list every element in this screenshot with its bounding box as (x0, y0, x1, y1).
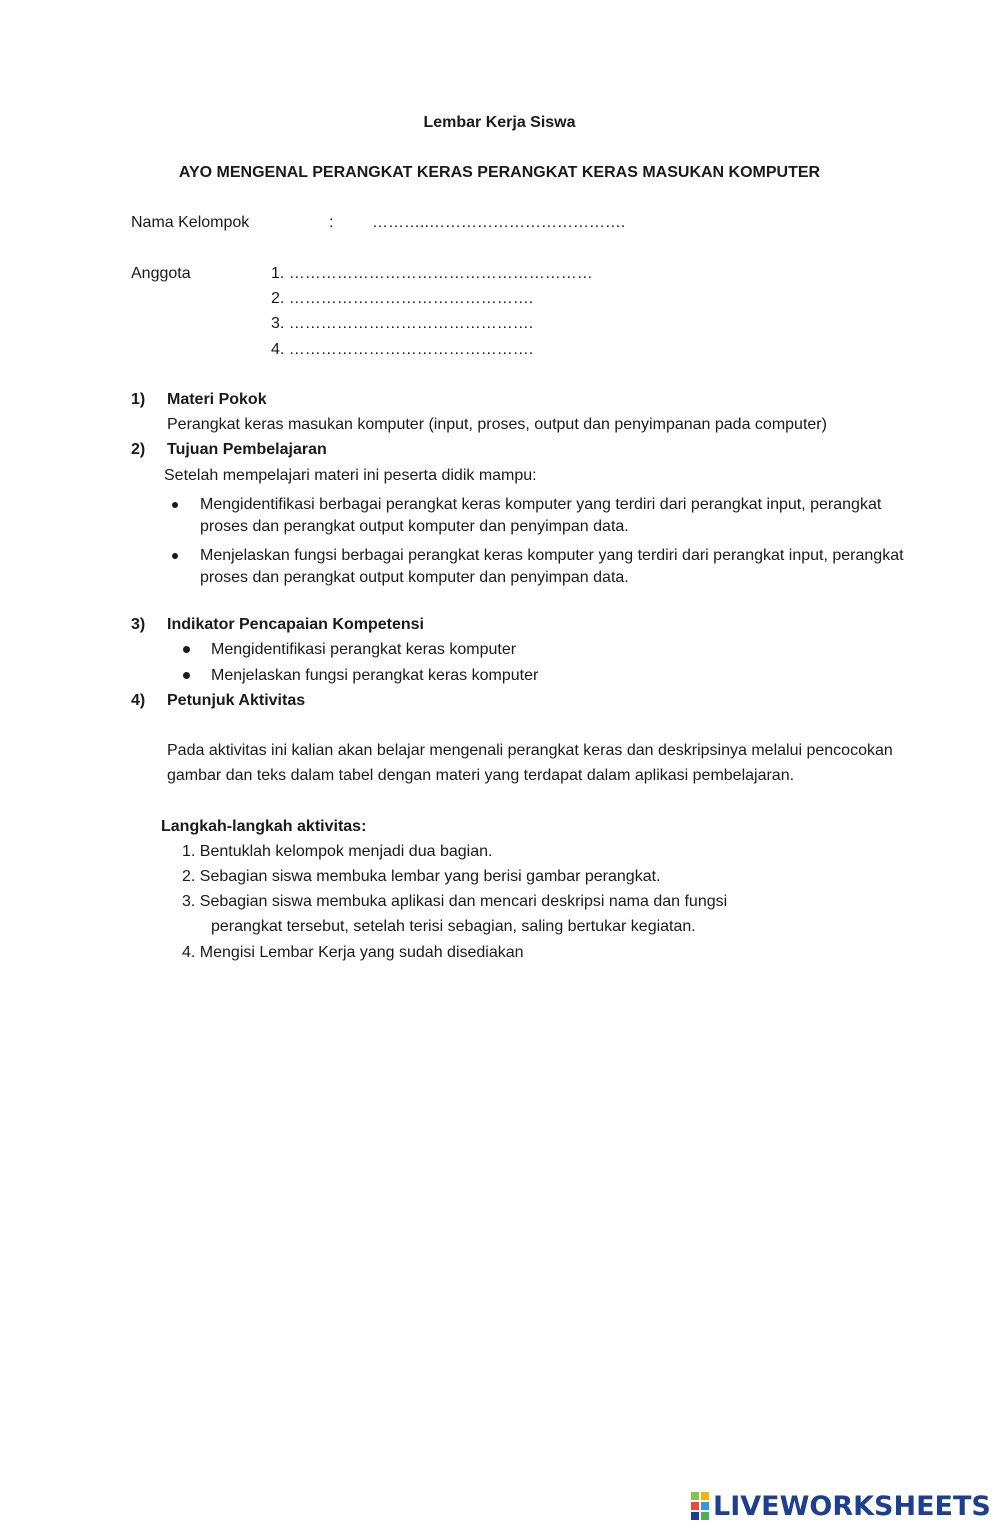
activity-paragraph-line-1: Pada aktivitas ini kalian akan belajar mengenali perangkat keras dan deskripsinya melalui pencocokan (167, 742, 893, 759)
step-4: 4. Mengisi Lembar Kerja yang sudah disediakan (182, 944, 524, 961)
member-blank-4[interactable]: 4. ………………………………………. (271, 341, 534, 358)
activity-paragraph-line-2: gambar dan teks dalam tabel dengan materi yang terdapat dalam aplikasi pembelajaran. (167, 767, 795, 784)
indicator-2: Menjelaskan fungsi perangkat keras komputer (211, 667, 539, 684)
section-1-number: 1) (131, 391, 146, 408)
section-3-title: Indikator Pencapaian Kompetensi (167, 616, 424, 633)
step-3-line-1: 3. Sebagian siswa membuka aplikasi dan mencari deskripsi nama dan fungsi (182, 893, 728, 910)
group-name-colon: : (329, 214, 334, 231)
objective-1-line-2: proses dan perangkat output komputer dan penyimpan data. (200, 518, 629, 535)
step-3-line-2: perangkat tersebut, setelah terisi sebagian, saling bertukar kegiatan. (211, 918, 696, 935)
indicator-1: Mengidentifikasi perangkat keras komputer (211, 641, 517, 658)
section-1-title: Materi Pokok (167, 391, 267, 408)
document-title: Lembar Kerja Siswa (423, 114, 576, 131)
step-2: 2. Sebagian siswa membuka lembar yang berisi gambar perangkat. (182, 868, 661, 885)
section-2-number: 2) (131, 441, 146, 458)
section-2-title: Tujuan Pembelajaran (167, 441, 327, 458)
group-name-label: Nama Kelompok (131, 214, 250, 231)
group-name-blank[interactable]: ………..………………………………. (372, 214, 626, 231)
bullet-dot-icon (183, 672, 190, 679)
section-1-body: Perangkat keras masukan komputer (input, proses, output dan penyimpanan pada computer) (167, 416, 827, 433)
document-subtitle: AYO MENGENAL PERANGKAT KERAS PERANGKAT KERAS MASUKAN KOMPUTER (178, 164, 821, 181)
bullet-dot-icon (183, 646, 190, 653)
bullet-dot-icon (172, 553, 178, 559)
steps-title: Langkah-langkah aktivitas: (161, 818, 367, 835)
member-blank-2[interactable]: 2. ………………………………………. (271, 290, 534, 307)
objective-2-line-2: proses dan perangkat output komputer dan penyimpan data. (200, 569, 629, 586)
section-4-number: 4) (131, 692, 146, 709)
members-label: Anggota (131, 265, 191, 282)
objective-2-line-1: Menjelaskan fungsi berbagai perangkat keras komputer yang terdiri dari perangkat input, perangkat (200, 547, 904, 564)
bullet-dot-icon (172, 502, 178, 508)
logo-text: LIVEWORKSHEETS (713, 1490, 991, 1522)
liveworksheets-logo (691, 1489, 991, 1523)
step-1: 1. Bentuklah kelompok menjadi dua bagian. (182, 843, 493, 860)
logo-blocks-icon (691, 1492, 709, 1520)
section-3-number: 3) (131, 616, 146, 633)
member-blank-1[interactable]: 1. ………………………………………………… (271, 265, 593, 282)
objective-1-line-1: Mengidentifikasi berbagai perangkat keras komputer yang terdiri dari perangkat input, perangkat (200, 496, 882, 513)
section-2-intro: Setelah mempelajari materi ini peserta didik mampu: (164, 467, 537, 484)
member-blank-3[interactable]: 3. ………………………………………. (271, 315, 534, 332)
section-4-title: Petunjuk Aktivitas (167, 692, 306, 709)
